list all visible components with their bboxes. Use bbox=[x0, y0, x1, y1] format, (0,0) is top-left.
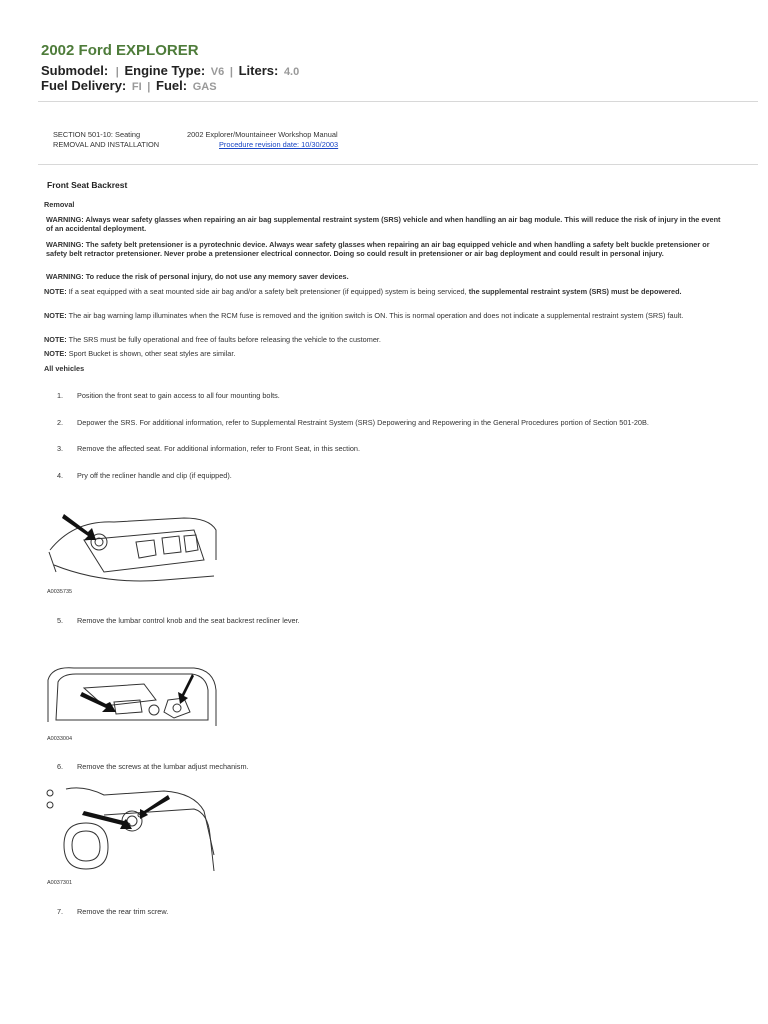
step-number: 2. bbox=[57, 418, 64, 427]
recliner-handle-illustration bbox=[44, 500, 224, 588]
note-emphasis: the supplemental restraint system (SRS) must be depowered. bbox=[468, 287, 682, 296]
figure-id: A0033004 bbox=[47, 736, 73, 742]
step-number: 1. bbox=[57, 391, 64, 400]
submodel-label: Submodel: bbox=[41, 63, 109, 78]
note-label: NOTE: bbox=[44, 335, 67, 344]
manual-title: 2002 Explorer/Mountaineer Workshop Manual bbox=[187, 130, 338, 139]
step-text: Depower the SRS. For additional information, refer to Supplemental Restraint System (SRS) Depowering and Repowering in the General Procedures portion of Section 501-20B. bbox=[77, 418, 649, 427]
fuel-label: Fuel: bbox=[156, 78, 188, 93]
step-number: 7. bbox=[57, 907, 64, 916]
divider bbox=[38, 164, 758, 165]
lumbar-knob-illustration bbox=[44, 660, 224, 735]
step-text: Remove the lumbar control knob and the seat backrest recliner lever. bbox=[77, 616, 300, 625]
note-srs-operational bbox=[44, 335, 724, 344]
step-number: 6. bbox=[57, 762, 64, 771]
note-text: The SRS must be fully operational and free of faults before releasing the vehicle to the customer. bbox=[68, 335, 381, 344]
step-text: Remove the rear trim screw. bbox=[77, 907, 169, 916]
note-text: The air bag warning lamp illuminates when the RCM fuse is removed and the ignition switch is ON. This is normal operation and does not indicate a supplemental restraint system (SRS) fault. bbox=[68, 311, 684, 320]
step-number: 5. bbox=[57, 616, 64, 625]
step-number: 3. bbox=[57, 444, 64, 453]
lumbar-screws-illustration bbox=[44, 785, 224, 877]
step-text: Remove the affected seat. For additional information, refer to Front Seat, in this section. bbox=[77, 444, 360, 453]
removal-heading: Removal bbox=[44, 200, 75, 209]
warning-pretensioner: WARNING: The safety belt pretensioner is a pyrotechnic device. Always wear safety glasses when repairing an air bag equipped vehicle and when handling a safety belt buckle pretensioner or safety belt retractor pretensioner. Never probe a pretensioner electrical connector. Doing so could result in pretensioner or air bag deployment and could result in personal injury. bbox=[46, 240, 710, 258]
divider bbox=[38, 101, 758, 102]
fuel-value: GAS bbox=[192, 81, 217, 93]
fuel-delivery-value: FI bbox=[131, 81, 142, 93]
note-label: NOTE: bbox=[44, 349, 67, 358]
warning-memory-saver: WARNING: To reduce the risk of personal injury, do not use any memory saver devices. bbox=[46, 272, 349, 281]
separator: | bbox=[229, 66, 233, 78]
figure-id: A0037301 bbox=[47, 880, 73, 886]
note-depower bbox=[44, 287, 724, 296]
liters-label: Liters: bbox=[238, 63, 279, 78]
note-label: NOTE: bbox=[44, 287, 67, 296]
step-text: Remove the screws at the lumbar adjust mechanism. bbox=[77, 762, 249, 771]
note-warning-lamp bbox=[44, 311, 724, 320]
separator: | bbox=[147, 81, 151, 93]
step-number: 4. bbox=[57, 471, 64, 480]
fuel-delivery-label: Fuel Delivery: bbox=[41, 78, 127, 93]
step-text: Position the front seat to gain access to all four mounting bolts. bbox=[77, 391, 280, 400]
section-info bbox=[53, 130, 159, 150]
procedure-heading: Front Seat Backrest bbox=[47, 180, 128, 190]
figure-id: A0035735 bbox=[47, 589, 73, 595]
procedure-revision-link[interactable]: Procedure revision date: 10/30/2003 bbox=[219, 140, 339, 149]
note-text: If a seat equipped with a seat mounted side air bag and/or a safety belt pretensioner (if equipped) system is being serviced, bbox=[68, 287, 467, 296]
warning-glasses: WARNING: Always wear safety glasses when repairing an air bag supplemental restraint system (SRS) vehicle and when handling an air bag module. This will reduce the risk of injury in the event of an accidental deployment. bbox=[46, 215, 721, 233]
all-vehicles-heading: All vehicles bbox=[44, 364, 85, 373]
vehicle-specs-line-1 bbox=[41, 63, 299, 78]
section-subtitle: REMOVAL AND INSTALLATION bbox=[53, 140, 160, 149]
separator: | bbox=[115, 66, 119, 78]
engine-type-value: V6 bbox=[210, 66, 225, 78]
note-label: NOTE: bbox=[44, 311, 67, 320]
step-text: Pry off the recliner handle and clip (if equipped). bbox=[77, 471, 232, 480]
manual-info bbox=[187, 130, 338, 150]
vehicle-title: 2002 Ford EXPLORER bbox=[41, 42, 199, 59]
engine-type-label: Engine Type: bbox=[124, 63, 206, 78]
liters-value: 4.0 bbox=[283, 66, 300, 78]
note-text: Sport Bucket is shown, other seat styles are similar. bbox=[68, 349, 236, 358]
vehicle-specs-line-2 bbox=[41, 78, 217, 93]
note-sport-bucket bbox=[44, 349, 724, 358]
section-title: SECTION 501-10: Seating bbox=[53, 130, 141, 139]
